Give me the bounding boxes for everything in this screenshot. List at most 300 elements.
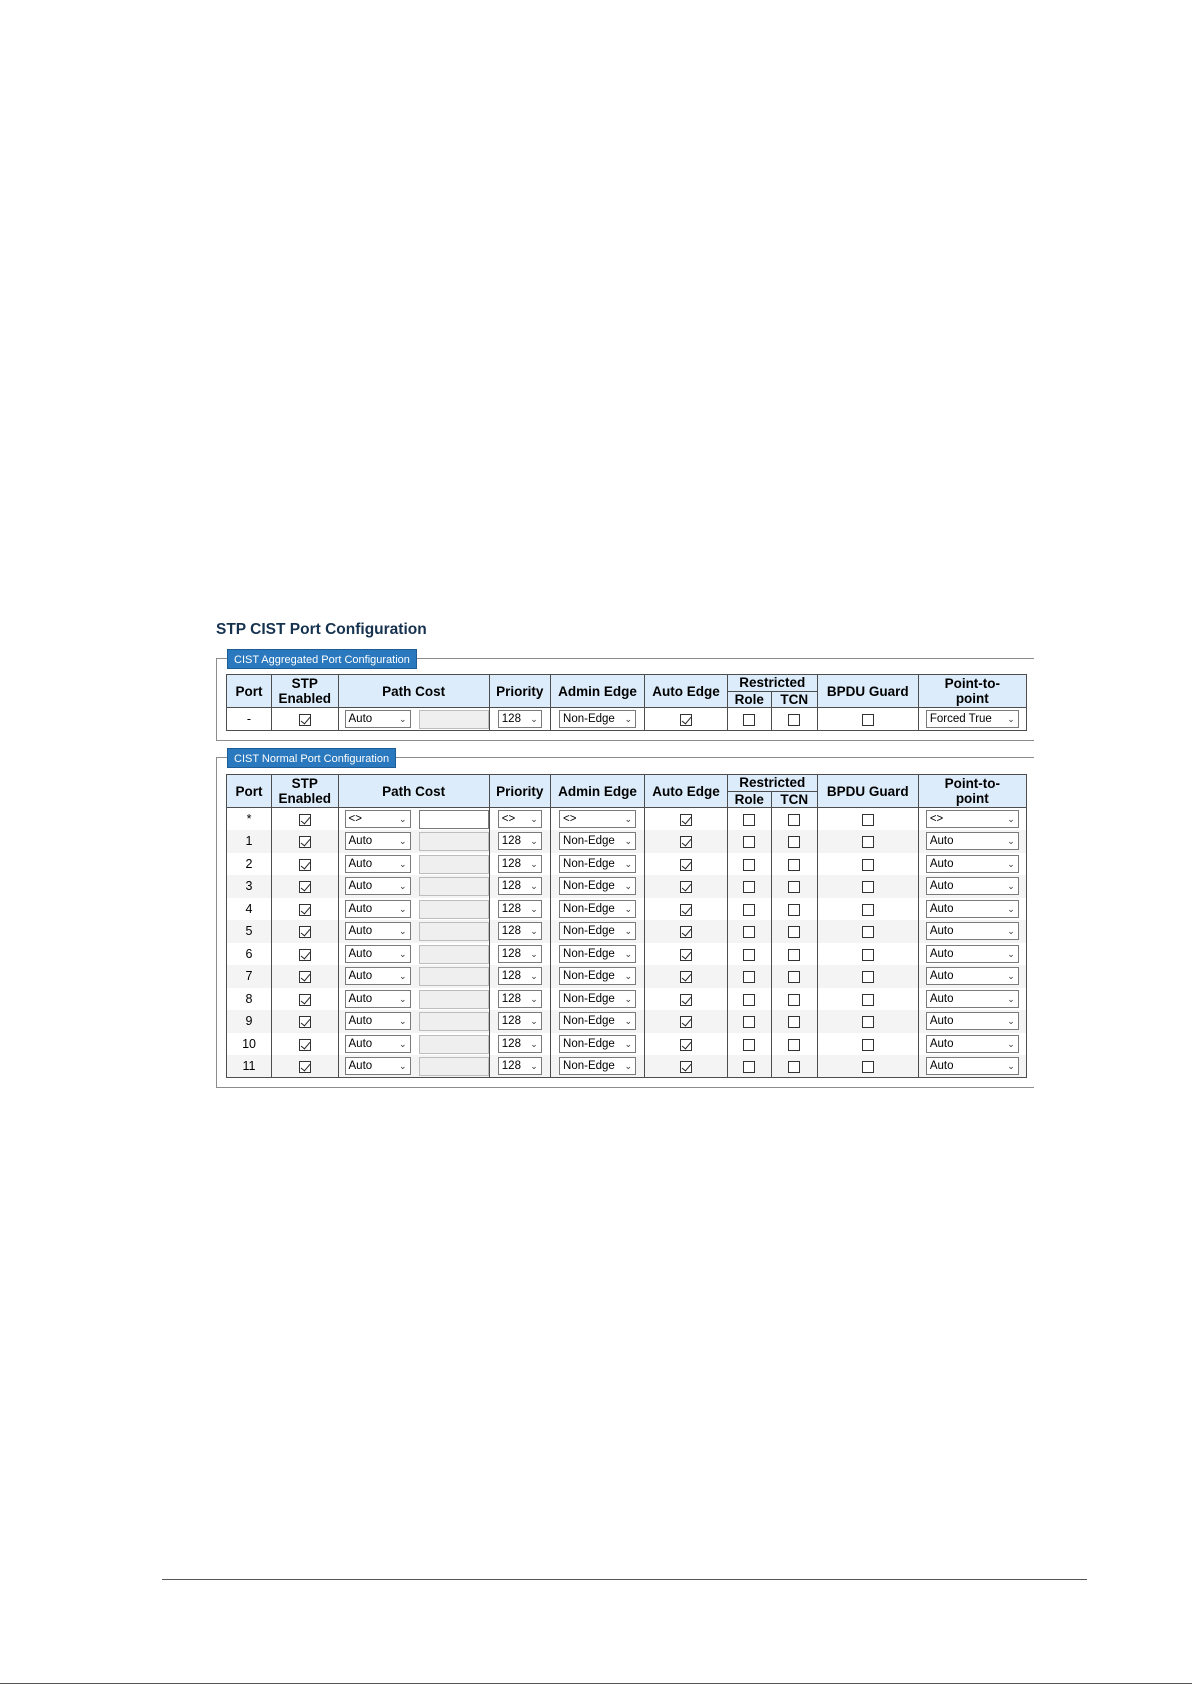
- priority-select[interactable]: [498, 1012, 542, 1030]
- stp-enabled-cell: [272, 853, 338, 876]
- admin-edge-value: Non-Edge: [563, 970, 615, 983]
- point-to-point-select[interactable]: [926, 900, 1019, 918]
- chevron-down-icon: ⌄: [624, 948, 633, 959]
- priority-select[interactable]: [498, 990, 542, 1008]
- stp-enabled-checkbox[interactable]: [299, 881, 311, 893]
- bpdu-guard-checkbox[interactable]: [862, 881, 874, 893]
- priority-cell: [489, 943, 550, 966]
- admin-edge-select[interactable]: [559, 810, 636, 828]
- priority-cell: [489, 853, 550, 876]
- path-cost-value: Auto: [348, 902, 373, 915]
- chevron-down-icon: ⌄: [624, 971, 633, 982]
- priority-select[interactable]: [498, 1035, 542, 1053]
- restricted-tcn-cell: [771, 1055, 817, 1078]
- table-header: [227, 775, 1027, 808]
- point-to-point-cell: [918, 1010, 1026, 1033]
- restricted-role-cell: [727, 808, 771, 831]
- path-cost-select[interactable]: [345, 922, 411, 940]
- point-to-point-select[interactable]: [926, 945, 1019, 963]
- restricted-tcn-cell: [771, 1010, 817, 1033]
- path-cost-select[interactable]: [345, 810, 411, 828]
- path-cost-value: Auto: [348, 970, 373, 983]
- admin-edge-cell: [550, 830, 644, 853]
- stp-enabled-checkbox[interactable]: [299, 904, 311, 916]
- chevron-down-icon: ⌄: [1007, 836, 1015, 847]
- restricted-tcn-cell: [771, 708, 817, 731]
- auto-edge-checkbox[interactable]: [680, 714, 692, 726]
- header-point-to-point: Point-to- point: [918, 775, 1026, 808]
- chevron-down-icon: ⌄: [530, 1038, 538, 1049]
- path-cost-select[interactable]: [345, 967, 411, 985]
- port-cell: 11: [227, 1055, 272, 1078]
- path-cost-input[interactable]: [419, 922, 489, 941]
- auto-edge-cell: [645, 1010, 728, 1033]
- bpdu-guard-checkbox[interactable]: [862, 1061, 874, 1073]
- auto-edge-checkbox[interactable]: [680, 949, 692, 961]
- point-to-point-cell: [918, 943, 1026, 966]
- priority-select[interactable]: [498, 877, 542, 895]
- chevron-down-icon: ⌄: [1007, 993, 1015, 1004]
- restricted-tcn-checkbox[interactable]: [788, 949, 800, 961]
- restricted-role-cell: [727, 853, 771, 876]
- admin-edge-value: Non-Edge: [563, 835, 615, 848]
- chevron-down-icon: ⌄: [398, 926, 407, 937]
- path-cost-input[interactable]: [419, 900, 489, 919]
- point-to-point-value: Auto: [929, 970, 954, 983]
- auto-edge-cell: [645, 898, 728, 921]
- bpdu-guard-checkbox[interactable]: [862, 1039, 874, 1051]
- port-cell: 9: [227, 1010, 272, 1033]
- restricted-role-checkbox[interactable]: [743, 1016, 755, 1028]
- admin-edge-select[interactable]: [559, 1012, 636, 1030]
- path-cost-input[interactable]: [419, 832, 489, 851]
- auto-edge-checkbox[interactable]: [680, 881, 692, 893]
- bpdu-guard-cell: [817, 1010, 918, 1033]
- admin-edge-select[interactable]: [559, 945, 636, 963]
- point-to-point-select[interactable]: [926, 922, 1019, 940]
- port-cell: 10: [227, 1033, 272, 1056]
- point-to-point-select[interactable]: [926, 1057, 1019, 1075]
- path-cost-select[interactable]: [345, 832, 411, 850]
- path-cost-value: Auto: [348, 857, 373, 870]
- restricted-role-checkbox[interactable]: [743, 926, 755, 938]
- stp-enabled-checkbox[interactable]: [299, 971, 311, 983]
- table-row: [227, 920, 1027, 943]
- port-cell: 5: [227, 920, 272, 943]
- chevron-down-icon: ⌄: [1007, 714, 1015, 724]
- stp-enabled-checkbox[interactable]: [299, 1016, 311, 1028]
- bpdu-guard-cell: [817, 988, 918, 1011]
- bpdu-guard-checkbox[interactable]: [862, 994, 874, 1006]
- bpdu-guard-checkbox[interactable]: [862, 949, 874, 961]
- admin-edge-select[interactable]: [559, 1057, 636, 1075]
- path-cost-cell: [338, 875, 489, 898]
- restricted-role-checkbox[interactable]: [743, 859, 755, 871]
- port-cell: *: [227, 808, 272, 831]
- admin-edge-value: Non-Edge: [563, 1060, 615, 1072]
- header-bpdu-guard: BPDU Guard: [817, 675, 918, 708]
- header-bpdu-guard: BPDU Guard: [817, 775, 918, 808]
- header-port: Port: [227, 675, 272, 708]
- chevron-down-icon: ⌄: [1007, 1061, 1015, 1071]
- point-to-point-value: Auto: [929, 902, 954, 915]
- restricted-tcn-checkbox[interactable]: [788, 859, 800, 871]
- admin-edge-value: Non-Edge: [563, 902, 615, 915]
- priority-cell: [489, 1055, 550, 1078]
- point-to-point-value: Auto: [929, 835, 954, 848]
- table-row: [227, 708, 1027, 731]
- chevron-down-icon: ⌄: [398, 836, 407, 847]
- header-restricted: Restricted: [727, 775, 817, 792]
- restricted-tcn-checkbox[interactable]: [788, 971, 800, 983]
- point-to-point-cell: [918, 853, 1026, 876]
- chevron-down-icon: ⌄: [624, 814, 633, 824]
- admin-edge-select[interactable]: [559, 922, 636, 940]
- stp-enabled-checkbox[interactable]: [299, 994, 311, 1006]
- restricted-role-checkbox[interactable]: [743, 814, 755, 826]
- stp-enabled-cell: [272, 965, 338, 988]
- admin-edge-select[interactable]: [559, 967, 636, 985]
- chevron-down-icon: ⌄: [624, 1061, 633, 1071]
- point-to-point-select[interactable]: [926, 877, 1019, 895]
- restricted-role-checkbox[interactable]: [743, 971, 755, 983]
- auto-edge-cell: [645, 808, 728, 831]
- path-cost-input[interactable]: [419, 810, 489, 829]
- path-cost-select[interactable]: [345, 990, 411, 1008]
- restricted-tcn-checkbox[interactable]: [788, 714, 800, 726]
- stp-enabled-checkbox[interactable]: [299, 949, 311, 961]
- priority-select[interactable]: [498, 855, 542, 873]
- point-to-point-select[interactable]: [926, 855, 1019, 873]
- auto-edge-checkbox[interactable]: [680, 994, 692, 1006]
- bpdu-guard-checkbox[interactable]: [862, 926, 874, 938]
- chevron-down-icon: ⌄: [530, 1016, 538, 1027]
- chevron-down-icon: ⌄: [1007, 1038, 1015, 1049]
- admin-edge-select[interactable]: [559, 900, 636, 918]
- auto-edge-checkbox[interactable]: [680, 904, 692, 916]
- restricted-tcn-checkbox[interactable]: [788, 926, 800, 938]
- header-stp-enabled: STP Enabled: [272, 675, 338, 708]
- chevron-down-icon: ⌄: [398, 971, 407, 982]
- priority-select[interactable]: [498, 710, 542, 728]
- stp-enabled-checkbox[interactable]: [299, 1039, 311, 1051]
- table-row: [227, 875, 1027, 898]
- header-admin-edge: Admin Edge: [550, 775, 644, 808]
- priority-value: 128: [501, 947, 521, 960]
- bpdu-guard-checkbox[interactable]: [862, 1016, 874, 1028]
- point-to-point-value: <>: [929, 813, 944, 825]
- admin-edge-value: Non-Edge: [563, 992, 615, 1005]
- point-to-point-select[interactable]: [926, 967, 1019, 985]
- path-cost-input[interactable]: [419, 710, 489, 729]
- path-cost-select[interactable]: [345, 1035, 411, 1053]
- auto-edge-cell: [645, 1055, 728, 1078]
- auto-edge-checkbox[interactable]: [680, 859, 692, 871]
- priority-cell: [489, 1010, 550, 1033]
- port-cell: -: [227, 708, 272, 731]
- chevron-down-icon: ⌄: [624, 881, 633, 892]
- path-cost-input[interactable]: [419, 855, 489, 874]
- restricted-tcn-checkbox[interactable]: [788, 881, 800, 893]
- admin-edge-select[interactable]: [559, 990, 636, 1008]
- table-row: [227, 1055, 1027, 1078]
- cist-normal-legend: CIST Normal Port Configuration: [227, 748, 396, 768]
- path-cost-input[interactable]: [419, 967, 489, 986]
- point-to-point-select[interactable]: [926, 1035, 1019, 1053]
- admin-edge-cell: [550, 875, 644, 898]
- priority-select[interactable]: [498, 832, 542, 850]
- stp-enabled-cell: [272, 830, 338, 853]
- point-to-point-select[interactable]: [926, 1012, 1019, 1030]
- chevron-down-icon: ⌄: [530, 714, 538, 724]
- stp-enabled-checkbox[interactable]: [299, 926, 311, 938]
- stp-enabled-checkbox[interactable]: [299, 714, 311, 726]
- chevron-down-icon: ⌄: [398, 1038, 407, 1049]
- chevron-down-icon: ⌄: [1007, 971, 1015, 982]
- priority-select[interactable]: [498, 1057, 542, 1075]
- restricted-role-checkbox[interactable]: [743, 714, 755, 726]
- bpdu-guard-cell: [817, 898, 918, 921]
- chevron-down-icon: ⌄: [398, 903, 407, 914]
- path-cost-select[interactable]: [345, 1012, 411, 1030]
- priority-cell: [489, 808, 550, 831]
- restricted-role-checkbox[interactable]: [743, 881, 755, 893]
- priority-cell: [489, 830, 550, 853]
- bpdu-guard-cell: [817, 708, 918, 731]
- priority-value: 128: [501, 925, 521, 938]
- admin-edge-cell: [550, 898, 644, 921]
- auto-edge-checkbox[interactable]: [680, 836, 692, 848]
- auto-edge-checkbox[interactable]: [680, 971, 692, 983]
- point-to-point-cell: [918, 898, 1026, 921]
- path-cost-input[interactable]: [419, 945, 489, 964]
- priority-select[interactable]: [498, 810, 542, 828]
- bpdu-guard-checkbox[interactable]: [862, 904, 874, 916]
- table-row: [227, 1010, 1027, 1033]
- bpdu-guard-checkbox[interactable]: [862, 814, 874, 826]
- restricted-tcn-cell: [771, 808, 817, 831]
- point-to-point-value: Auto: [929, 947, 954, 960]
- page-title: STP CIST Port Configuration: [216, 621, 427, 638]
- priority-value: 128: [501, 713, 521, 725]
- restricted-tcn-cell: [771, 988, 817, 1011]
- point-to-point-cell: [918, 965, 1026, 988]
- restricted-role-cell: [727, 965, 771, 988]
- restricted-role-checkbox[interactable]: [743, 949, 755, 961]
- auto-edge-checkbox[interactable]: [680, 1016, 692, 1028]
- header-admin-edge: Admin Edge: [550, 675, 644, 708]
- priority-value: 128: [501, 1015, 521, 1028]
- path-cost-cell: [338, 1033, 489, 1056]
- priority-select[interactable]: [498, 922, 542, 940]
- chevron-down-icon: ⌄: [1007, 926, 1015, 937]
- point-to-point-select[interactable]: [926, 990, 1019, 1008]
- stp-enabled-cell: [272, 1010, 338, 1033]
- restricted-role-cell: [727, 943, 771, 966]
- admin-edge-cell: [550, 708, 644, 731]
- port-cell: 2: [227, 853, 272, 876]
- auto-edge-cell: [645, 853, 728, 876]
- footer-divider: [162, 1579, 1087, 1580]
- port-cell: 1: [227, 830, 272, 853]
- bpdu-guard-cell: [817, 920, 918, 943]
- priority-value: 128: [501, 857, 521, 870]
- bpdu-guard-checkbox[interactable]: [862, 971, 874, 983]
- restricted-tcn-checkbox[interactable]: [788, 814, 800, 826]
- priority-cell: [489, 920, 550, 943]
- path-cost-select[interactable]: [345, 855, 411, 873]
- path-cost-input[interactable]: [419, 1057, 489, 1076]
- path-cost-value: Auto: [348, 992, 373, 1005]
- restricted-tcn-checkbox[interactable]: [788, 836, 800, 848]
- path-cost-input[interactable]: [419, 1012, 489, 1031]
- restricted-tcn-checkbox[interactable]: [788, 994, 800, 1006]
- path-cost-select[interactable]: [345, 945, 411, 963]
- admin-edge-cell: [550, 808, 644, 831]
- point-to-point-select[interactable]: [926, 810, 1019, 828]
- priority-cell: [489, 988, 550, 1011]
- restricted-role-checkbox[interactable]: [743, 1061, 755, 1073]
- restricted-tcn-checkbox[interactable]: [788, 904, 800, 916]
- stp-enabled-checkbox[interactable]: [299, 836, 311, 848]
- chevron-down-icon: ⌄: [530, 814, 538, 824]
- header-path-cost: Path Cost: [338, 775, 489, 808]
- admin-edge-value: Non-Edge: [563, 880, 615, 893]
- path-cost-select[interactable]: [345, 710, 411, 728]
- admin-edge-cell: [550, 943, 644, 966]
- auto-edge-checkbox[interactable]: [680, 1061, 692, 1073]
- point-to-point-cell: [918, 708, 1026, 731]
- path-cost-value: Auto: [348, 947, 373, 960]
- restricted-tcn-checkbox[interactable]: [788, 1016, 800, 1028]
- admin-edge-cell: [550, 988, 644, 1011]
- admin-edge-select[interactable]: [559, 832, 636, 850]
- priority-select[interactable]: [498, 945, 542, 963]
- restricted-role-cell: [727, 988, 771, 1011]
- chevron-down-icon: ⌄: [624, 903, 633, 914]
- chevron-down-icon: ⌄: [530, 881, 538, 892]
- port-cell: 7: [227, 965, 272, 988]
- chevron-down-icon: ⌄: [530, 993, 538, 1004]
- header-role: Role: [727, 692, 771, 708]
- chevron-down-icon: ⌄: [624, 858, 633, 869]
- priority-select[interactable]: [498, 967, 542, 985]
- path-cost-cell: [338, 920, 489, 943]
- auto-edge-cell: [645, 965, 728, 988]
- point-to-point-cell: [918, 1055, 1026, 1078]
- path-cost-input[interactable]: [419, 1035, 489, 1054]
- stp-enabled-cell: [272, 898, 338, 921]
- path-cost-select[interactable]: [345, 1057, 411, 1075]
- auto-edge-checkbox[interactable]: [680, 814, 692, 826]
- priority-cell: [489, 708, 550, 731]
- admin-edge-cell: [550, 1010, 644, 1033]
- chevron-down-icon: ⌄: [530, 903, 538, 914]
- path-cost-cell: [338, 830, 489, 853]
- chevron-down-icon: ⌄: [398, 1016, 407, 1027]
- admin-edge-select[interactable]: [559, 1035, 636, 1053]
- table-row: [227, 965, 1027, 988]
- chevron-down-icon: ⌄: [624, 993, 633, 1004]
- auto-edge-checkbox[interactable]: [680, 926, 692, 938]
- restricted-role-checkbox[interactable]: [743, 1039, 755, 1051]
- restricted-role-checkbox[interactable]: [743, 904, 755, 916]
- admin-edge-select[interactable]: [559, 855, 636, 873]
- stp-enabled-cell: [272, 920, 338, 943]
- stp-enabled-cell: [272, 943, 338, 966]
- restricted-tcn-checkbox[interactable]: [788, 1039, 800, 1051]
- priority-select[interactable]: [498, 900, 542, 918]
- admin-edge-select[interactable]: [559, 877, 636, 895]
- bpdu-guard-checkbox[interactable]: [862, 836, 874, 848]
- restricted-role-cell: [727, 920, 771, 943]
- chevron-down-icon: ⌄: [1007, 948, 1015, 959]
- restricted-role-checkbox[interactable]: [743, 836, 755, 848]
- point-to-point-value: Auto: [929, 1037, 954, 1050]
- restricted-tcn-cell: [771, 830, 817, 853]
- table-row: [227, 1033, 1027, 1056]
- admin-edge-value: <>: [563, 813, 577, 825]
- path-cost-cell: [338, 708, 489, 731]
- header-auto-edge: Auto Edge: [645, 775, 728, 808]
- stp-enabled-checkbox[interactable]: [299, 859, 311, 871]
- restricted-tcn-cell: [771, 898, 817, 921]
- table-row: [227, 808, 1027, 831]
- header-auto-edge: Auto Edge: [645, 675, 728, 708]
- point-to-point-select[interactable]: [926, 710, 1019, 728]
- chevron-down-icon: ⌄: [1007, 858, 1015, 869]
- restricted-tcn-cell: [771, 1033, 817, 1056]
- point-to-point-select[interactable]: [926, 832, 1019, 850]
- admin-edge-value: Non-Edge: [563, 713, 615, 725]
- point-to-point-value: Auto: [929, 992, 954, 1005]
- bpdu-guard-checkbox[interactable]: [862, 859, 874, 871]
- stp-enabled-cell: [272, 1055, 338, 1078]
- header-point-to-point: Point-to- point: [918, 675, 1026, 708]
- header-priority: Priority: [489, 775, 550, 808]
- cist-normal-fieldset: [216, 753, 1034, 1088]
- port-cell: 3: [227, 875, 272, 898]
- path-cost-input[interactable]: [419, 990, 489, 1009]
- path-cost-select[interactable]: [345, 877, 411, 895]
- bpdu-guard-cell: [817, 965, 918, 988]
- restricted-role-checkbox[interactable]: [743, 994, 755, 1006]
- bpdu-guard-checkbox[interactable]: [862, 714, 874, 726]
- auto-edge-checkbox[interactable]: [680, 1039, 692, 1051]
- auto-edge-cell: [645, 1033, 728, 1056]
- table-row: [227, 943, 1027, 966]
- path-cost-value: <>: [348, 813, 362, 825]
- point-to-point-value: Auto: [929, 1015, 954, 1028]
- chevron-down-icon: ⌄: [624, 836, 633, 847]
- path-cost-select[interactable]: [345, 900, 411, 918]
- header-tcn: TCN: [771, 792, 817, 808]
- path-cost-cell: [338, 988, 489, 1011]
- path-cost-cell: [338, 965, 489, 988]
- point-to-point-cell: [918, 808, 1026, 831]
- stp-enabled-checkbox[interactable]: [299, 1061, 311, 1073]
- chevron-down-icon: ⌄: [530, 1061, 538, 1071]
- chevron-down-icon: ⌄: [398, 814, 407, 824]
- restricted-tcn-checkbox[interactable]: [788, 1061, 800, 1073]
- stp-enabled-checkbox[interactable]: [299, 814, 311, 826]
- priority-value: 128: [501, 902, 521, 915]
- stp-enabled-cell: [272, 875, 338, 898]
- admin-edge-select[interactable]: [559, 710, 636, 728]
- path-cost-value: Auto: [348, 925, 373, 938]
- priority-value: 128: [501, 970, 521, 983]
- path-cost-input[interactable]: [419, 877, 489, 896]
